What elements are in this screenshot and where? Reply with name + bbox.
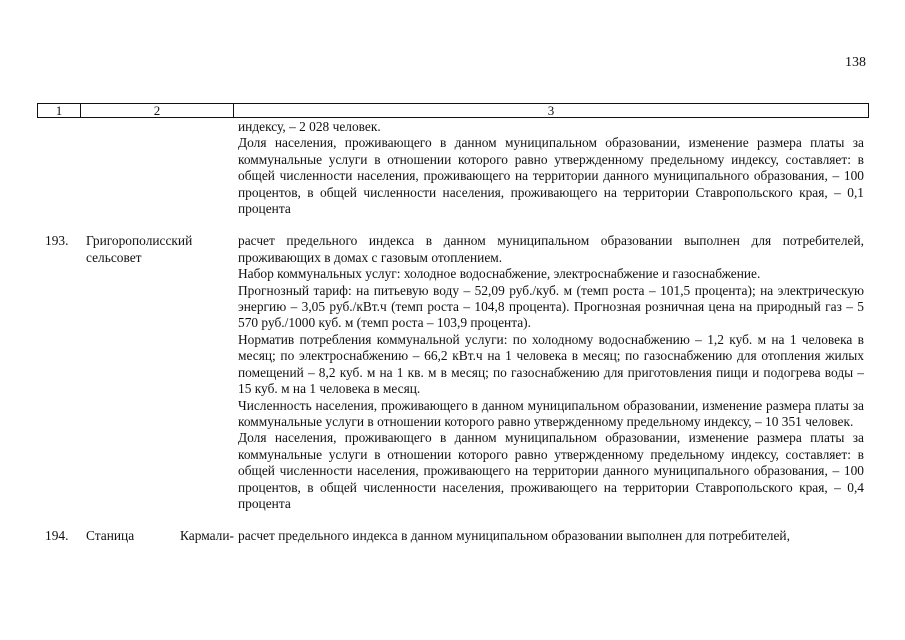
entry-name (80, 528, 238, 544)
page-number: 138 (845, 55, 866, 70)
paragraph: индексу, – 2 028 человек. (238, 119, 381, 134)
paragraph: Численность населения, проживающего в данном муниципальном образовании, изменение размера платы за коммунальные услуги в отношении которого равно утвержденному предельному индексу, – 10 351 человек. (238, 397, 864, 429)
table-header-col-3: 3 (547, 103, 555, 118)
entry-number: 194. (45, 528, 69, 544)
document-body (37, 119, 869, 545)
entry-name-part: Станица (86, 528, 135, 544)
paragraph: расчет предельного индекса в данном муниципальном образовании выполнен для потребителей, проживающих в домах с газовым отоплением. (238, 233, 864, 265)
entry-name (80, 119, 238, 217)
entry-number: 193. (45, 233, 69, 249)
paragraph: расчет предельного индекса в данном муниципальном образовании выполнен для потребителей, (238, 528, 790, 544)
paragraph: Доля населения, проживающего в данном муниципальном образовании, изменение размера платы за коммунальные услуги в отношении которого равно утвержденному предельному индексу, составляет: в общей численности населения, проживающего на территории данного муниципального образования, – 100 процентов, в общей численности населения, проживающего на территории Ставропольского края, – 0,1 процента (238, 135, 864, 217)
table-header-row (37, 103, 869, 118)
entry-name-part: Кармали- (180, 528, 234, 544)
entry-text (238, 528, 864, 544)
entry-text (238, 119, 864, 217)
paragraph: Прогнозный тариф: на питьевую воду – 52,09 руб./куб. м (темп роста – 101,5 процента); на электрическую энергию – 3,05 руб./кВт.ч (темп роста – 104,8 процента). Прогнозная розничная цена на природный газ – 5 570 руб./1000 куб. м (темп роста – 103,9 процента). (238, 282, 864, 331)
table-header-col-1: 1 (38, 104, 81, 117)
table-row (37, 528, 869, 544)
table-row (37, 233, 869, 512)
table-header-col-2: 2 (81, 104, 234, 117)
table-row-continuation (37, 119, 869, 217)
entry-number (37, 119, 80, 217)
entry-name: Григорополисский сельсовет (86, 233, 193, 265)
paragraph: Набор коммунальных услуг: холодное водоснабжение, электроснабжение и газоснабжение. (238, 266, 761, 282)
paragraph: Доля населения, проживающего в данном муниципальном образовании, изменение размера платы за коммунальные услуги в отношении которого равно утвержденному предельному индексу, составляет: в общей численности населения, проживающего на территории данного муниципального образования, – 100 процентов, в общей численности населения, проживающего на территории Ставропольского края, – 0,4 процента (238, 430, 864, 511)
paragraph: Норматив потребления коммунальной услуги: по холодному водоснабжению – 1,2 куб. м на 1 человека в месяц; по электроснабжению – 66,2 кВт.ч на 1 человека в месяц; по газоснабжению для отопления жилых помещений – 8,2 куб. м на 1 кв. м в месяц; по газоснабжению для приготовления пищи и подогрева воды – 15 куб. м на 1 человека в месяц. (238, 331, 864, 397)
entry-text (238, 233, 864, 512)
